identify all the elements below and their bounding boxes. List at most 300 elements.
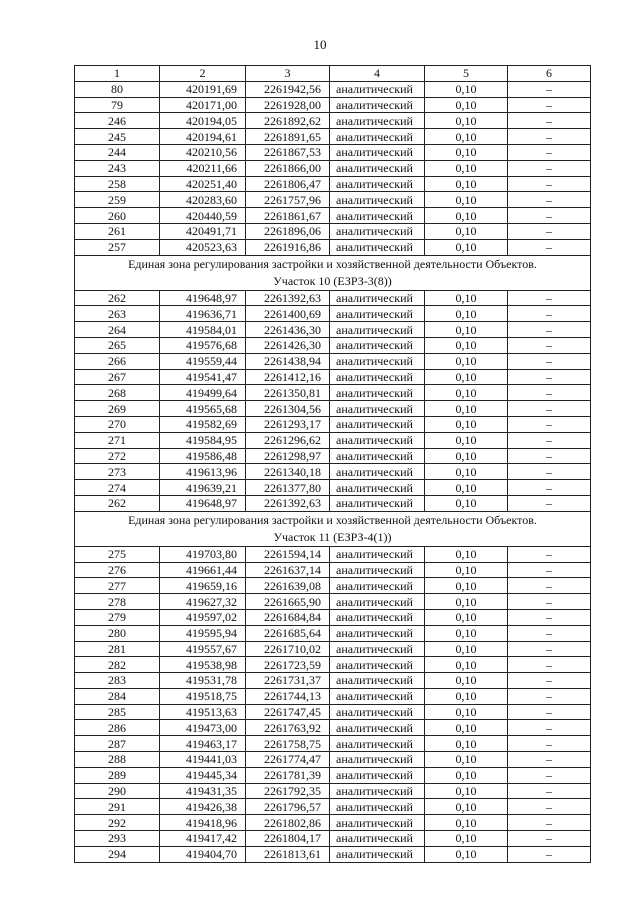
coord-x-cell: 419417,42	[160, 831, 246, 847]
note-cell: –	[508, 192, 591, 208]
coord-y-cell: 2261412,16	[246, 369, 330, 385]
point-number-cell: 273	[75, 464, 160, 480]
coord-x-cell: 420194,05	[160, 113, 246, 129]
coord-x-cell: 420491,71	[160, 223, 246, 239]
point-number-cell: 260	[75, 208, 160, 224]
method-cell: аналитический	[330, 160, 425, 176]
note-cell: –	[508, 176, 591, 192]
note-cell: –	[508, 480, 591, 496]
note-cell: –	[508, 322, 591, 338]
coord-y-cell: 2261710,02	[246, 641, 330, 657]
note-cell: –	[508, 464, 591, 480]
accuracy-cell: 0,10	[425, 208, 508, 224]
point-number-cell: 294	[75, 846, 160, 862]
note-cell: –	[508, 594, 591, 610]
note-cell: –	[508, 208, 591, 224]
accuracy-cell: 0,10	[425, 223, 508, 239]
section-title: Участок 10 (ЕЗРЗ-3(8))	[75, 273, 591, 291]
note-cell: –	[508, 578, 591, 594]
coord-x-cell: 419445,34	[160, 767, 246, 783]
coord-y-cell: 2261747,45	[246, 704, 330, 720]
coord-y-cell: 2261781,39	[246, 767, 330, 783]
accuracy-cell: 0,10	[425, 704, 508, 720]
coord-y-cell: 2261891,65	[246, 129, 330, 145]
method-cell: аналитический	[330, 625, 425, 641]
note-cell: –	[508, 783, 591, 799]
table-row	[75, 81, 591, 97]
table-row	[75, 306, 591, 322]
coord-x-cell: 419584,95	[160, 432, 246, 448]
point-number-cell: 262	[75, 495, 160, 511]
coord-y-cell: 2261731,37	[246, 673, 330, 689]
method-cell: аналитический	[330, 673, 425, 689]
point-number-cell: 287	[75, 736, 160, 752]
method-cell: аналитический	[330, 815, 425, 831]
coord-x-cell: 419431,35	[160, 783, 246, 799]
method-cell: аналитический	[330, 432, 425, 448]
coord-y-cell: 2261796,57	[246, 799, 330, 815]
accuracy-cell: 0,10	[425, 448, 508, 464]
point-number-cell: 267	[75, 369, 160, 385]
point-number-cell: 243	[75, 160, 160, 176]
table-row	[75, 144, 591, 160]
method-cell: аналитический	[330, 752, 425, 768]
coord-x-cell: 420210,56	[160, 144, 246, 160]
point-number-cell: 286	[75, 720, 160, 736]
table-row	[75, 369, 591, 385]
accuracy-cell: 0,10	[425, 239, 508, 255]
point-number-cell: 293	[75, 831, 160, 847]
method-cell: аналитический	[330, 578, 425, 594]
table-row	[75, 208, 591, 224]
method-cell: аналитический	[330, 97, 425, 113]
method-cell: аналитический	[330, 657, 425, 673]
note-cell: –	[508, 831, 591, 847]
coord-y-cell: 2261942,56	[246, 81, 330, 97]
point-number-cell: 284	[75, 688, 160, 704]
coord-x-cell: 419404,70	[160, 846, 246, 862]
method-cell: аналитический	[330, 290, 425, 306]
coord-x-cell: 419518,75	[160, 688, 246, 704]
table-row	[75, 783, 591, 799]
point-number-cell: 283	[75, 673, 160, 689]
table-row	[75, 578, 591, 594]
table-row	[75, 594, 591, 610]
note-cell: –	[508, 223, 591, 239]
point-number-cell: 271	[75, 432, 160, 448]
coord-y-cell: 2261665,90	[246, 594, 330, 610]
coord-y-cell: 2261896,06	[246, 223, 330, 239]
coord-y-cell: 2261296,62	[246, 432, 330, 448]
coord-x-cell: 419441,03	[160, 752, 246, 768]
accuracy-cell: 0,10	[425, 353, 508, 369]
coord-y-cell: 2261400,69	[246, 306, 330, 322]
coord-y-cell: 2261438,94	[246, 353, 330, 369]
table-row	[75, 385, 591, 401]
coord-y-cell: 2261804,17	[246, 831, 330, 847]
point-number-cell: 277	[75, 578, 160, 594]
coord-y-cell: 2261757,96	[246, 192, 330, 208]
method-cell: аналитический	[330, 464, 425, 480]
accuracy-cell: 0,10	[425, 97, 508, 113]
table-row	[75, 239, 591, 255]
section-title-row	[75, 529, 591, 547]
coord-x-cell: 419538,98	[160, 657, 246, 673]
method-cell: аналитический	[330, 369, 425, 385]
table-row	[75, 97, 591, 113]
method-cell: аналитический	[330, 704, 425, 720]
header-cell: 6	[508, 66, 591, 82]
accuracy-cell: 0,10	[425, 815, 508, 831]
accuracy-cell: 0,10	[425, 401, 508, 417]
accuracy-cell: 0,10	[425, 846, 508, 862]
header-cell: 4	[330, 66, 425, 82]
coord-x-cell: 419426,38	[160, 799, 246, 815]
section-title: Участок 11 (ЕЗРЗ-4(1))	[75, 529, 591, 547]
coord-x-cell: 419639,21	[160, 480, 246, 496]
point-number-cell: 280	[75, 625, 160, 641]
accuracy-cell: 0,10	[425, 594, 508, 610]
note-cell: –	[508, 625, 591, 641]
note-cell: –	[508, 673, 591, 689]
method-cell: аналитический	[330, 322, 425, 338]
table-row	[75, 846, 591, 862]
coord-y-cell: 2261813,61	[246, 846, 330, 862]
section-title-row	[75, 255, 591, 273]
coord-x-cell: 419557,67	[160, 641, 246, 657]
coord-y-cell: 2261436,30	[246, 322, 330, 338]
accuracy-cell: 0,10	[425, 657, 508, 673]
point-number-cell: 269	[75, 401, 160, 417]
coord-y-cell: 2261861,67	[246, 208, 330, 224]
coord-x-cell: 419513,63	[160, 704, 246, 720]
accuracy-cell: 0,10	[425, 337, 508, 353]
coord-x-cell: 419576,68	[160, 337, 246, 353]
note-cell: –	[508, 752, 591, 768]
table-row	[75, 831, 591, 847]
coord-x-cell: 419636,71	[160, 306, 246, 322]
coord-y-cell: 2261684,84	[246, 609, 330, 625]
table-row	[75, 290, 591, 306]
coordinates-table	[74, 65, 591, 863]
point-number-cell: 274	[75, 480, 160, 496]
method-cell: аналитический	[330, 688, 425, 704]
accuracy-cell: 0,10	[425, 129, 508, 145]
table-row	[75, 129, 591, 145]
header-cell: 5	[425, 66, 508, 82]
accuracy-cell: 0,10	[425, 625, 508, 641]
method-cell: аналитический	[330, 306, 425, 322]
note-cell: –	[508, 401, 591, 417]
note-cell: –	[508, 767, 591, 783]
page-number: 10	[313, 37, 327, 52]
coord-x-cell: 419703,80	[160, 546, 246, 562]
table-row	[75, 752, 591, 768]
coord-x-cell: 419659,16	[160, 578, 246, 594]
method-cell: аналитический	[330, 799, 425, 815]
coord-y-cell: 2261866,00	[246, 160, 330, 176]
coord-y-cell: 2261892,62	[246, 113, 330, 129]
method-cell: аналитический	[330, 495, 425, 511]
point-number-cell: 291	[75, 799, 160, 815]
point-number-cell: 259	[75, 192, 160, 208]
point-number-cell: 262	[75, 290, 160, 306]
accuracy-cell: 0,10	[425, 673, 508, 689]
table-row	[75, 353, 591, 369]
coord-x-cell: 420194,61	[160, 129, 246, 145]
accuracy-cell: 0,10	[425, 767, 508, 783]
accuracy-cell: 0,10	[425, 306, 508, 322]
coord-x-cell: 420440,59	[160, 208, 246, 224]
accuracy-cell: 0,10	[425, 480, 508, 496]
note-cell: –	[508, 113, 591, 129]
method-cell: аналитический	[330, 609, 425, 625]
coord-y-cell: 2261304,56	[246, 401, 330, 417]
coord-y-cell: 2261763,92	[246, 720, 330, 736]
point-number-cell: 270	[75, 416, 160, 432]
table-row	[75, 641, 591, 657]
method-cell: аналитический	[330, 767, 425, 783]
table-row	[75, 176, 591, 192]
coord-x-cell: 419613,96	[160, 464, 246, 480]
accuracy-cell: 0,10	[425, 81, 508, 97]
point-number-cell: 272	[75, 448, 160, 464]
accuracy-cell: 0,10	[425, 736, 508, 752]
section-title: Единая зона регулирования застройки и хозяйственной деятельности Объектов.	[75, 255, 591, 273]
method-cell: аналитический	[330, 594, 425, 610]
table-row	[75, 546, 591, 562]
coord-x-cell: 419565,68	[160, 401, 246, 417]
note-cell: –	[508, 448, 591, 464]
table-row	[75, 464, 591, 480]
accuracy-cell: 0,10	[425, 609, 508, 625]
coord-x-cell: 419627,32	[160, 594, 246, 610]
section-title-row	[75, 511, 591, 529]
method-cell: аналитический	[330, 720, 425, 736]
accuracy-cell: 0,10	[425, 641, 508, 657]
point-number-cell: 276	[75, 562, 160, 578]
method-cell: аналитический	[330, 223, 425, 239]
table-row	[75, 704, 591, 720]
table-row	[75, 401, 591, 417]
method-cell: аналитический	[330, 736, 425, 752]
header-cell: 1	[75, 66, 160, 82]
coord-x-cell: 420191,69	[160, 81, 246, 97]
method-cell: аналитический	[330, 562, 425, 578]
table-row	[75, 657, 591, 673]
coord-x-cell: 419586,48	[160, 448, 246, 464]
method-cell: аналитический	[330, 416, 425, 432]
table-row	[75, 416, 591, 432]
note-cell: –	[508, 815, 591, 831]
table-row	[75, 495, 591, 511]
coord-y-cell: 2261594,14	[246, 546, 330, 562]
accuracy-cell: 0,10	[425, 160, 508, 176]
accuracy-cell: 0,10	[425, 831, 508, 847]
coord-x-cell: 420171,00	[160, 97, 246, 113]
coord-y-cell: 2261774,47	[246, 752, 330, 768]
accuracy-cell: 0,10	[425, 176, 508, 192]
coord-x-cell: 419473,00	[160, 720, 246, 736]
method-cell: аналитический	[330, 401, 425, 417]
coord-y-cell: 2261867,53	[246, 144, 330, 160]
table-row	[75, 337, 591, 353]
coord-x-cell: 419648,97	[160, 290, 246, 306]
accuracy-cell: 0,10	[425, 688, 508, 704]
section-title-row	[75, 273, 591, 291]
point-number-cell: 282	[75, 657, 160, 673]
method-cell: аналитический	[330, 176, 425, 192]
table-row	[75, 192, 591, 208]
accuracy-cell: 0,10	[425, 720, 508, 736]
note-cell: –	[508, 495, 591, 511]
accuracy-cell: 0,10	[425, 113, 508, 129]
coord-x-cell: 419541,47	[160, 369, 246, 385]
point-number-cell: 288	[75, 752, 160, 768]
accuracy-cell: 0,10	[425, 144, 508, 160]
note-cell: –	[508, 81, 591, 97]
method-cell: аналитический	[330, 81, 425, 97]
note-cell: –	[508, 609, 591, 625]
note-cell: –	[508, 144, 591, 160]
table-row	[75, 160, 591, 176]
point-number-cell: 292	[75, 815, 160, 831]
note-cell: –	[508, 385, 591, 401]
coord-x-cell: 420211,66	[160, 160, 246, 176]
accuracy-cell: 0,10	[425, 783, 508, 799]
method-cell: аналитический	[330, 192, 425, 208]
header-cell: 2	[160, 66, 246, 82]
accuracy-cell: 0,10	[425, 290, 508, 306]
point-number-cell: 290	[75, 783, 160, 799]
coord-y-cell: 2261916,86	[246, 239, 330, 255]
point-number-cell: 285	[75, 704, 160, 720]
coord-y-cell: 2261744,13	[246, 688, 330, 704]
coord-y-cell: 2261806,47	[246, 176, 330, 192]
table-row	[75, 223, 591, 239]
note-cell: –	[508, 353, 591, 369]
coord-y-cell: 2261928,00	[246, 97, 330, 113]
point-number-cell: 279	[75, 609, 160, 625]
coord-y-cell: 2261293,17	[246, 416, 330, 432]
table-row	[75, 432, 591, 448]
point-number-cell: 275	[75, 546, 160, 562]
note-cell: –	[508, 416, 591, 432]
section-title: Единая зона регулирования застройки и хозяйственной деятельности Объектов.	[75, 511, 591, 529]
point-number-cell: 246	[75, 113, 160, 129]
note-cell: –	[508, 736, 591, 752]
method-cell: аналитический	[330, 129, 425, 145]
note-cell: –	[508, 704, 591, 720]
note-cell: –	[508, 97, 591, 113]
table-row	[75, 767, 591, 783]
point-number-cell: 264	[75, 322, 160, 338]
point-number-cell: 278	[75, 594, 160, 610]
note-cell: –	[508, 641, 591, 657]
coord-y-cell: 2261426,30	[246, 337, 330, 353]
table-row	[75, 609, 591, 625]
accuracy-cell: 0,10	[425, 546, 508, 562]
coord-x-cell: 419531,78	[160, 673, 246, 689]
coord-x-cell: 419584,01	[160, 322, 246, 338]
note-cell: –	[508, 562, 591, 578]
coord-y-cell: 2261392,63	[246, 495, 330, 511]
coord-x-cell: 419418,96	[160, 815, 246, 831]
coord-y-cell: 2261340,18	[246, 464, 330, 480]
method-cell: аналитический	[330, 783, 425, 799]
coord-y-cell: 2261392,63	[246, 290, 330, 306]
accuracy-cell: 0,10	[425, 578, 508, 594]
note-cell: –	[508, 657, 591, 673]
point-number-cell: 244	[75, 144, 160, 160]
note-cell: –	[508, 688, 591, 704]
accuracy-cell: 0,10	[425, 464, 508, 480]
coord-x-cell: 420283,60	[160, 192, 246, 208]
table-row	[75, 736, 591, 752]
table-row	[75, 815, 591, 831]
note-cell: –	[508, 290, 591, 306]
point-number-cell: 258	[75, 176, 160, 192]
coord-y-cell: 2261723,59	[246, 657, 330, 673]
method-cell: аналитический	[330, 546, 425, 562]
method-cell: аналитический	[330, 385, 425, 401]
note-cell: –	[508, 239, 591, 255]
method-cell: аналитический	[330, 448, 425, 464]
coord-y-cell: 2261758,75	[246, 736, 330, 752]
table-row	[75, 625, 591, 641]
point-number-cell: 261	[75, 223, 160, 239]
table-row	[75, 562, 591, 578]
note-cell: –	[508, 160, 591, 176]
note-cell: –	[508, 306, 591, 322]
accuracy-cell: 0,10	[425, 799, 508, 815]
accuracy-cell: 0,10	[425, 416, 508, 432]
point-number-cell: 80	[75, 81, 160, 97]
coord-y-cell: 2261377,80	[246, 480, 330, 496]
table-row	[75, 113, 591, 129]
point-number-cell: 289	[75, 767, 160, 783]
note-cell: –	[508, 799, 591, 815]
coord-y-cell: 2261802,86	[246, 815, 330, 831]
coord-x-cell: 419582,69	[160, 416, 246, 432]
coord-x-cell: 419648,97	[160, 495, 246, 511]
coord-y-cell: 2261298,97	[246, 448, 330, 464]
note-cell: –	[508, 129, 591, 145]
coord-x-cell: 420251,40	[160, 176, 246, 192]
header-row	[75, 66, 591, 82]
point-number-cell: 257	[75, 239, 160, 255]
accuracy-cell: 0,10	[425, 432, 508, 448]
coord-x-cell: 419595,94	[160, 625, 246, 641]
table-row	[75, 799, 591, 815]
table-row	[75, 688, 591, 704]
coord-y-cell: 2261639,08	[246, 578, 330, 594]
accuracy-cell: 0,10	[425, 562, 508, 578]
note-cell: –	[508, 546, 591, 562]
method-cell: аналитический	[330, 144, 425, 160]
note-cell: –	[508, 432, 591, 448]
coord-y-cell: 2261685,64	[246, 625, 330, 641]
coord-y-cell: 2261637,14	[246, 562, 330, 578]
accuracy-cell: 0,10	[425, 385, 508, 401]
method-cell: аналитический	[330, 208, 425, 224]
point-number-cell: 266	[75, 353, 160, 369]
coord-x-cell: 419463,17	[160, 736, 246, 752]
coord-x-cell: 420523,63	[160, 239, 246, 255]
table-row	[75, 322, 591, 338]
coord-y-cell: 2261350,81	[246, 385, 330, 401]
point-number-cell: 268	[75, 385, 160, 401]
